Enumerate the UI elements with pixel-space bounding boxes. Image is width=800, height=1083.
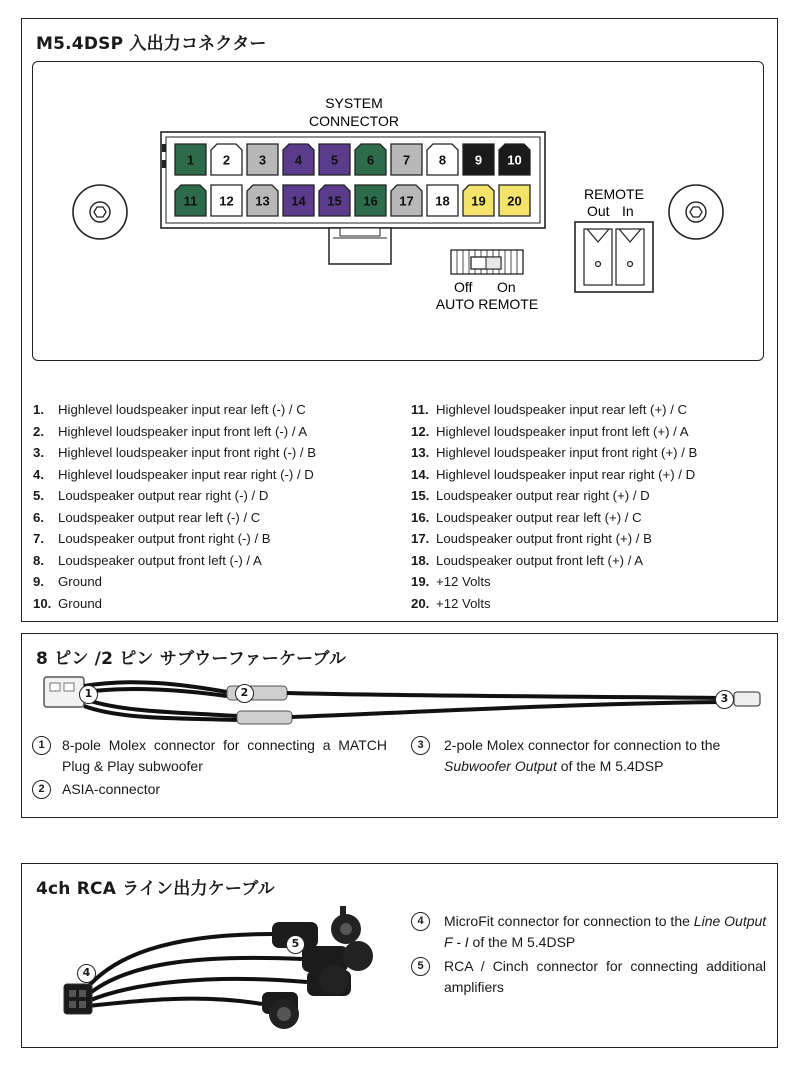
- connector-pin-number: 9: [474, 152, 483, 168]
- pin-number: 14.: [411, 466, 430, 482]
- pin-list-item: [411, 550, 697, 572]
- connector-panel: [21, 18, 778, 622]
- pin-number: 8.: [33, 552, 44, 568]
- pin-description: Highlevel loudspeaker input rear left (-) / C: [58, 402, 306, 417]
- connector-pin: [499, 144, 530, 175]
- callout-4-text-a: MicroFit connector for connection to the: [444, 913, 690, 929]
- pin-list-item: [411, 528, 697, 550]
- pin-description: Highlevel loudspeaker input front left (+) / A: [436, 423, 689, 439]
- callout-3-text-italic: Subwoofer Output: [444, 758, 557, 774]
- connector-pin-number: 18: [435, 193, 450, 209]
- connector-pin: [463, 144, 494, 175]
- pin-list-item: [33, 485, 316, 507]
- system-connector-label-2: CONNECTOR: [309, 113, 399, 129]
- pin-number: 2.: [33, 423, 44, 439]
- pin-list-item: [411, 593, 697, 615]
- pin-number: 18.: [411, 552, 430, 568]
- connector-pin-number: 14: [291, 193, 306, 209]
- callout-badge-2: 2: [235, 684, 254, 703]
- pin-number: 17.: [411, 531, 430, 546]
- connector-pin: [175, 185, 206, 216]
- remote-label: REMOTE: [584, 186, 644, 202]
- pin-description: Loudspeaker output front left (-) / A: [58, 552, 262, 568]
- connector-pin-number: 2: [222, 152, 231, 168]
- pin-description: Highlevel loudspeaker input front right (-) / B: [58, 445, 317, 460]
- connector-pin: [283, 144, 314, 175]
- panel-title: 4ch RCA ライン出力ケーブル: [36, 879, 275, 899]
- callout-badge-4: 4: [411, 912, 430, 931]
- pin-number: 16.: [411, 509, 430, 525]
- connector-pin-number: 3: [258, 152, 267, 168]
- pin-list-left: [33, 399, 316, 614]
- callout-badge-3: 3: [411, 736, 430, 755]
- pin-list-item: [33, 507, 316, 529]
- connector-pin: [211, 144, 242, 175]
- connector-pin: [355, 185, 386, 216]
- callout-badge-1: 1: [32, 736, 51, 755]
- pin-description: Loudspeaker output rear left (+) / C: [436, 509, 642, 525]
- pin-number: 13.: [411, 445, 430, 460]
- connector-pin-number: 15: [327, 193, 342, 209]
- callout-badge-1: 1: [79, 685, 98, 704]
- auto-remote-on-label: On: [497, 279, 516, 295]
- connector-pin-number: 20: [507, 193, 522, 209]
- device-front-panel: [32, 61, 764, 361]
- pin-description: Loudspeaker output front left (+) / A: [436, 552, 644, 568]
- panel-title: M5.4DSP 入出力コネクター: [36, 34, 267, 54]
- callout-3-text-a: 2-pole Molex connector for connection to the: [444, 737, 721, 753]
- remote-in-label: In: [622, 203, 634, 219]
- callout-badge-4: 4: [77, 964, 96, 983]
- callout-4-text-italic: Line Output F - I: [444, 913, 767, 950]
- left-screw-icon: [73, 185, 127, 239]
- connector-pin-number: 6: [366, 152, 375, 168]
- connector-pin: [463, 185, 494, 216]
- pin-list-item: [33, 571, 316, 593]
- connector-pin: [211, 185, 242, 216]
- callout-5-text: RCA / Cinch connector for connecting additional amplifiers: [444, 958, 766, 995]
- connector-pin: [319, 144, 350, 175]
- pin-number: 9.: [33, 574, 44, 589]
- pin-list-item: [411, 507, 697, 529]
- subwoofer-cable-panel: [21, 633, 778, 818]
- pin-description: Highlevel loudspeaker input front left (-) / A: [58, 423, 308, 439]
- pin-list-item: [33, 593, 316, 615]
- pin-description: Highlevel loudspeaker input front right (+) / B: [436, 445, 698, 460]
- connector-pin: [355, 144, 386, 175]
- connector-pin-number: 5: [330, 152, 339, 168]
- pin-number: 15.: [411, 488, 430, 503]
- connector-pin-number: 12: [219, 193, 234, 209]
- callout-4-text: [444, 911, 769, 953]
- pin-number: 3.: [33, 445, 44, 460]
- connector-pin-number: 8: [438, 152, 447, 168]
- connector-pin-number: 13: [255, 193, 270, 209]
- pin-description: Highlevel loudspeaker input rear right (+) / D: [436, 466, 696, 482]
- callout-3-text-c: of the M 5.4DSP: [560, 758, 664, 774]
- pin-number: 20.: [411, 595, 430, 611]
- pin-description: Loudspeaker output rear right (+) / D: [436, 488, 650, 503]
- remote-out-label: Out: [587, 203, 610, 219]
- pin-list-item: [33, 464, 316, 486]
- pin-number: 10.: [33, 595, 52, 611]
- callout-badge-5: 5: [286, 935, 305, 954]
- pin-number: 19.: [411, 574, 430, 589]
- system-connector: [161, 132, 545, 264]
- connector-pin-number: 7: [402, 152, 411, 168]
- pin-description: Loudspeaker output rear right (-) / D: [58, 488, 269, 503]
- pin-list-item: [411, 485, 697, 507]
- pin-description: Loudspeaker output rear left (-) / C: [58, 509, 261, 525]
- pin-list-right: [411, 399, 697, 614]
- connector-pin-number: 4: [294, 152, 303, 168]
- callout-badge-3: 3: [715, 690, 734, 709]
- pin-description: +12 Volts: [436, 574, 491, 589]
- rca-cable-panel: [21, 863, 778, 1048]
- connector-pin: [247, 144, 278, 175]
- pin-number: 11.: [411, 402, 429, 417]
- pin-list-item: [33, 550, 316, 572]
- auto-remote-switch[interactable]: [451, 250, 523, 274]
- connector-pin-number: 17: [399, 193, 414, 209]
- panel-title: 8 ピン /2 ピン サブウーファーケーブル: [36, 649, 347, 669]
- pin-list-item: [33, 442, 316, 464]
- pin-number: 7.: [33, 531, 44, 546]
- auto-remote-label: AUTO REMOTE: [435, 296, 539, 312]
- pin-number: 4.: [33, 466, 44, 482]
- connector-pin: [427, 144, 458, 175]
- pin-description: Ground: [58, 595, 102, 611]
- connector-pin: [283, 185, 314, 216]
- pin-description: +12 Volts: [436, 595, 491, 611]
- pin-number: 6.: [33, 509, 44, 525]
- right-screw-icon: [669, 185, 723, 239]
- callout-2-text: ASIA-connector: [62, 781, 161, 797]
- connector-pin: [499, 185, 530, 216]
- pin-number: 12.: [411, 423, 430, 439]
- pin-list-item: [411, 464, 697, 486]
- pin-number: 5.: [33, 488, 44, 503]
- system-connector-label: SYSTEM: [325, 95, 383, 111]
- connector-pin-number: 11: [183, 193, 198, 209]
- callout-3-text: [444, 735, 774, 777]
- pin-list-item: [411, 399, 697, 421]
- connector-pin: [391, 185, 422, 216]
- pin-number: 1.: [33, 402, 44, 417]
- pin-list-item: [33, 528, 316, 550]
- pin-description: Highlevel loudspeaker input rear right (-) / D: [58, 466, 314, 482]
- pin-list-item: [33, 399, 316, 421]
- callout-badge-5: 5: [411, 957, 430, 976]
- connector-pin-number: 1: [186, 152, 195, 168]
- connector-pin: [391, 144, 422, 175]
- rca-cable-illustration: [22, 864, 392, 1044]
- pin-list-item: [411, 421, 697, 443]
- connector-pin: [319, 185, 350, 216]
- connector-pin: [247, 185, 278, 216]
- pin-description: Ground: [58, 574, 102, 589]
- callout-badge-2: 2: [32, 780, 51, 799]
- connector-pin: [427, 185, 458, 216]
- connector-pin: [175, 144, 206, 175]
- device-diagram: [33, 62, 765, 362]
- connector-pin-number: 16: [363, 193, 378, 209]
- callout-4-text-c: of the M 5.4DSP: [472, 934, 576, 950]
- connector-pin-number: 19: [471, 193, 486, 209]
- pin-description: Loudspeaker output front right (+) / B: [436, 531, 652, 546]
- callout-1-text: 8-pole Molex connector for connecting a MATCH Plug & Play subwoofer: [62, 737, 387, 774]
- connector-pin-number: 10: [507, 152, 522, 168]
- pin-list-item: [411, 442, 697, 464]
- pin-description: Highlevel loudspeaker input rear left (+) / C: [436, 402, 688, 417]
- pin-description: Loudspeaker output front right (-) / B: [58, 531, 271, 546]
- pin-list-item: [33, 421, 316, 443]
- subwoofer-cable-illustration: [22, 634, 779, 734]
- auto-remote-off-label: Off: [454, 279, 473, 295]
- remote-connector: [575, 222, 653, 292]
- pin-list-item: [411, 571, 697, 593]
